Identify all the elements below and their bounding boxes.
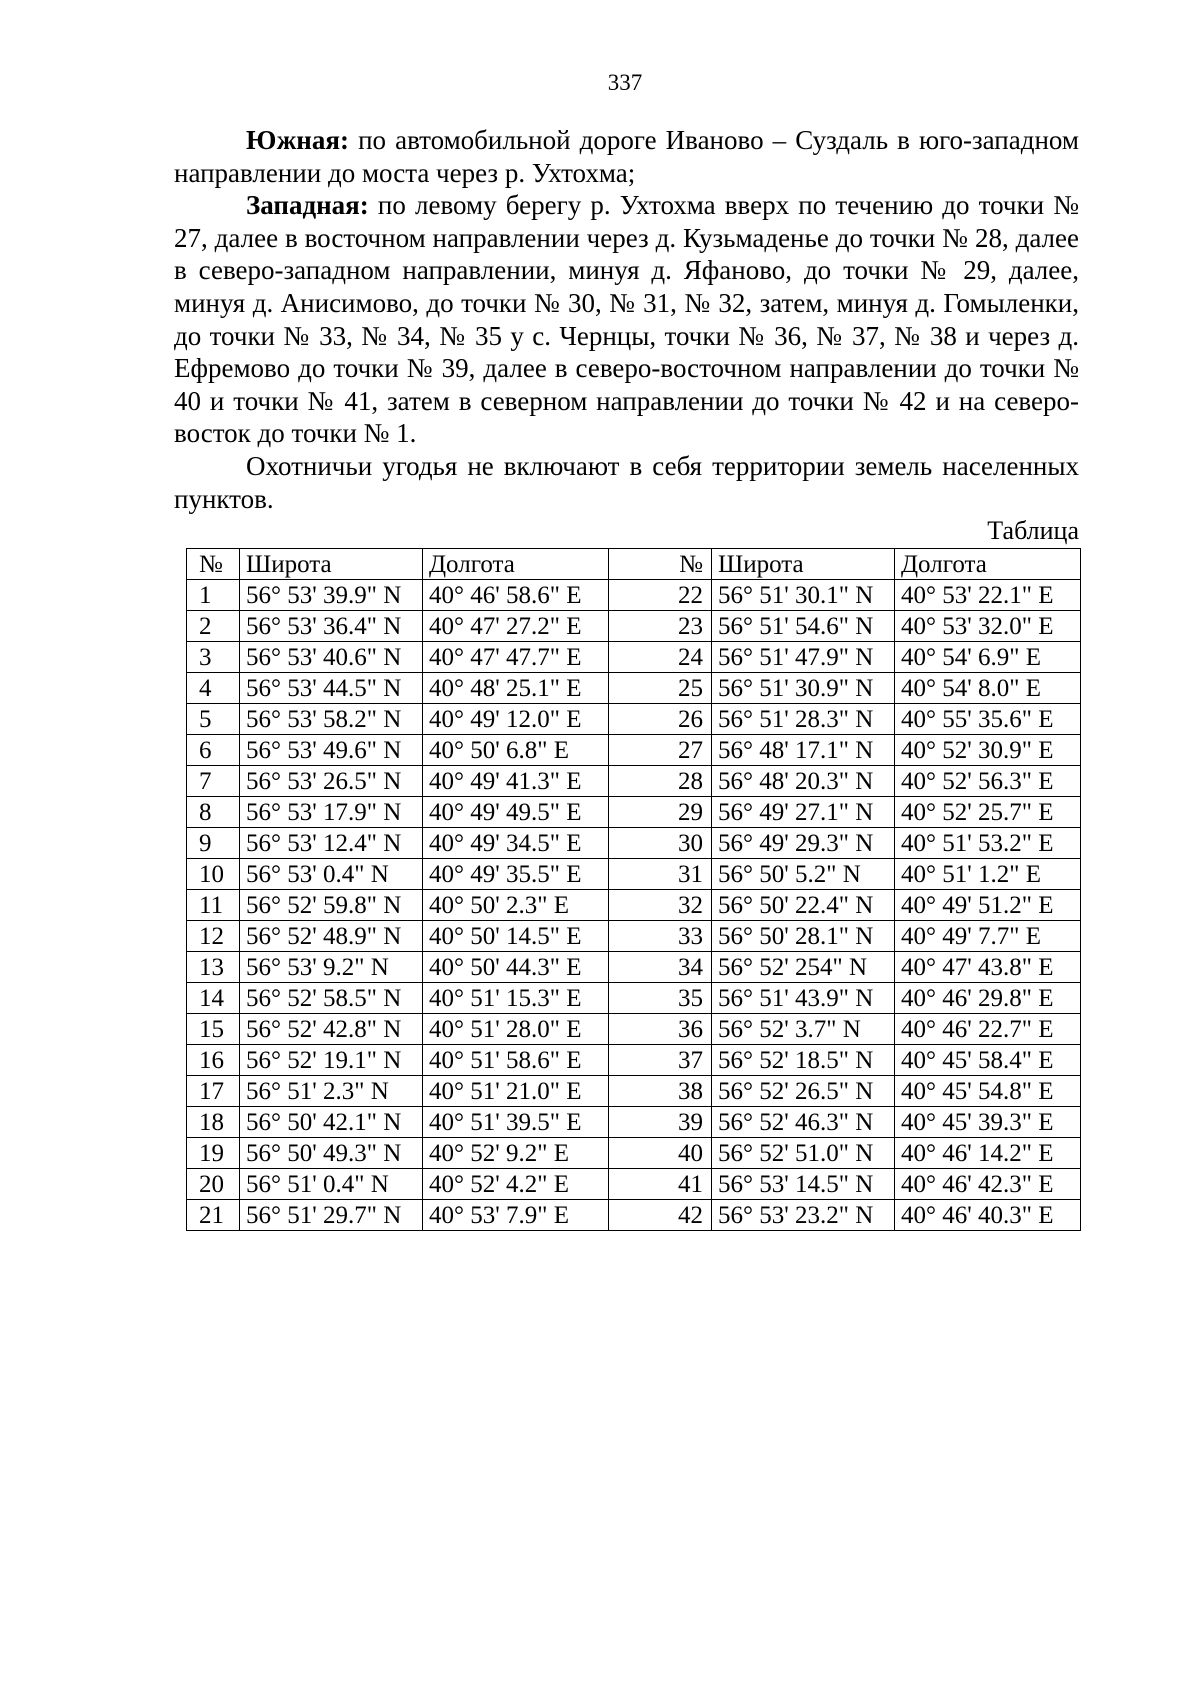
- cell-longitude: 40° 51' 39.5" E: [423, 1107, 609, 1138]
- cell-number: 29: [609, 797, 712, 828]
- cell-number: 21: [187, 1200, 240, 1231]
- cell-longitude: 40° 49' 35.5" E: [423, 859, 609, 890]
- cell-latitude: 56° 52' 42.8" N: [240, 1014, 423, 1045]
- table-row: [187, 673, 1081, 704]
- cell-longitude: 40° 49' 49.5" E: [423, 797, 609, 828]
- cell-number: 23: [609, 611, 712, 642]
- cell-longitude: 40° 53' 22.1" E: [895, 580, 1081, 611]
- table-row: [187, 766, 1081, 797]
- cell-number: 5: [187, 704, 240, 735]
- table-row: [187, 890, 1081, 921]
- cell-number: 20: [187, 1169, 240, 1200]
- cell-latitude: 56° 52' 51.0" N: [712, 1138, 895, 1169]
- cell-longitude: 40° 53' 32.0" E: [895, 611, 1081, 642]
- table-row: [187, 1076, 1081, 1107]
- cell-latitude: 56° 50' 28.1" N: [712, 921, 895, 952]
- cell-longitude: 40° 54' 6.9" E: [895, 642, 1081, 673]
- cell-latitude: 56° 53' 23.2" N: [712, 1200, 895, 1231]
- cell-latitude: 56° 53' 9.2" N: [240, 952, 423, 983]
- table-row: [187, 704, 1081, 735]
- cell-latitude: 56° 51' 30.1" N: [712, 580, 895, 611]
- paragraph-south: [174, 124, 1079, 189]
- cell-longitude: 40° 47' 27.2" E: [423, 611, 609, 642]
- cell-number: 6: [187, 735, 240, 766]
- cell-number: 32: [609, 890, 712, 921]
- cell-number: 35: [609, 983, 712, 1014]
- cell-latitude: 56° 51' 2.3" N: [240, 1076, 423, 1107]
- cell-longitude: 40° 55' 35.6" E: [895, 704, 1081, 735]
- table-row: [187, 859, 1081, 890]
- cell-number: 24: [609, 642, 712, 673]
- cell-number: 9: [187, 828, 240, 859]
- cell-latitude: 56° 51' 54.6" N: [712, 611, 895, 642]
- cell-longitude: 40° 46' 58.6" E: [423, 580, 609, 611]
- cell-latitude: 56° 49' 29.3" N: [712, 828, 895, 859]
- table-row: [187, 735, 1081, 766]
- table-row: [187, 642, 1081, 673]
- table-row: [187, 1138, 1081, 1169]
- table-row: [187, 1200, 1081, 1231]
- cell-latitude: 56° 48' 20.3" N: [712, 766, 895, 797]
- cell-number: 37: [609, 1045, 712, 1076]
- cell-latitude: 56° 51' 28.3" N: [712, 704, 895, 735]
- cell-latitude: 56° 52' 254" N: [712, 952, 895, 983]
- cell-number: 2: [187, 611, 240, 642]
- cell-latitude: 56° 52' 58.5" N: [240, 983, 423, 1014]
- body-text: [174, 124, 1079, 515]
- table-row: [187, 1045, 1081, 1076]
- table-row: [187, 921, 1081, 952]
- cell-longitude: 40° 54' 8.0" E: [895, 673, 1081, 704]
- cell-longitude: 40° 46' 42.3" E: [895, 1169, 1081, 1200]
- cell-latitude: 56° 50' 49.3" N: [240, 1138, 423, 1169]
- cell-longitude: 40° 51' 53.2" E: [895, 828, 1081, 859]
- paragraph-lead: Западная:: [246, 190, 369, 221]
- cell-longitude: 40° 51' 21.0" E: [423, 1076, 609, 1107]
- coordinates-table: [186, 548, 1081, 1231]
- table-row: [187, 1107, 1081, 1138]
- cell-number: 42: [609, 1200, 712, 1231]
- cell-number: 31: [609, 859, 712, 890]
- cell-latitude: 56° 53' 36.4" N: [240, 611, 423, 642]
- cell-latitude: 56° 51' 0.4" N: [240, 1169, 423, 1200]
- cell-number: 11: [187, 890, 240, 921]
- cell-latitude: 56° 53' 40.6" N: [240, 642, 423, 673]
- cell-longitude: 40° 49' 41.3" E: [423, 766, 609, 797]
- cell-number: 39: [609, 1107, 712, 1138]
- cell-longitude: 40° 47' 43.8" E: [895, 952, 1081, 983]
- cell-longitude: 40° 49' 51.2" E: [895, 890, 1081, 921]
- cell-longitude: 40° 50' 44.3" E: [423, 952, 609, 983]
- table-caption: Таблица: [987, 516, 1079, 545]
- cell-number: 40: [609, 1138, 712, 1169]
- paragraph-west: [174, 189, 1079, 450]
- table-row: [187, 983, 1081, 1014]
- cell-number: 12: [187, 921, 240, 952]
- cell-latitude: 56° 51' 43.9" N: [712, 983, 895, 1014]
- cell-longitude: 40° 52' 30.9" E: [895, 735, 1081, 766]
- cell-latitude: 56° 52' 3.7" N: [712, 1014, 895, 1045]
- cell-number: 27: [609, 735, 712, 766]
- cell-number: 19: [187, 1138, 240, 1169]
- table-row: [187, 580, 1081, 611]
- cell-number: 28: [609, 766, 712, 797]
- cell-number: 33: [609, 921, 712, 952]
- cell-latitude: 56° 53' 58.2" N: [240, 704, 423, 735]
- cell-longitude: 40° 50' 6.8" E: [423, 735, 609, 766]
- table-row: [187, 952, 1081, 983]
- cell-longitude: 40° 51' 58.6" E: [423, 1045, 609, 1076]
- cell-latitude: 56° 52' 46.3" N: [712, 1107, 895, 1138]
- page-number: 337: [607, 70, 643, 95]
- cell-number: 41: [609, 1169, 712, 1200]
- cell-longitude: 40° 53' 7.9" E: [423, 1200, 609, 1231]
- cell-number: 14: [187, 983, 240, 1014]
- cell-longitude: 40° 51' 28.0" E: [423, 1014, 609, 1045]
- paragraph-text: по левому берегу р. Ухтохма вверх по течению до точки № 27, далее в восточном направлении через д. Кузьмаденье до точки № 28, далее в северо-западном направлении, минуя д. Яфаново, до точки № 29, далее, минуя д. Анисимово, до точки № 30, № 31, № 32, затем, минуя д. Гомыленки, до точки № 33, № 34, № 35 у с. Чернцы, точки № 36, № 37, № 38 и через д. Ефремово до точки № 39, далее в северо-восточном направлении до точки № 40 и точки № 41, затем в северном направлении до точки № 42 и на северо-восток до точки № 1.: [174, 190, 1079, 449]
- cell-longitude: 40° 46' 22.7" E: [895, 1014, 1081, 1045]
- cell-latitude: 56° 53' 49.6" N: [240, 735, 423, 766]
- cell-longitude: 40° 49' 34.5" E: [423, 828, 609, 859]
- cell-longitude: 40° 46' 40.3" E: [895, 1200, 1081, 1231]
- cell-latitude: 56° 53' 0.4" N: [240, 859, 423, 890]
- cell-longitude: 40° 52' 56.3" E: [895, 766, 1081, 797]
- cell-number: 30: [609, 828, 712, 859]
- cell-longitude: 40° 51' 15.3" E: [423, 983, 609, 1014]
- header-latitude: Широта: [712, 549, 895, 580]
- cell-longitude: 40° 45' 58.4" E: [895, 1045, 1081, 1076]
- paragraph-exclusion: [174, 450, 1079, 515]
- cell-longitude: 40° 45' 39.3" E: [895, 1107, 1081, 1138]
- cell-latitude: 56° 53' 12.4" N: [240, 828, 423, 859]
- cell-latitude: 56° 53' 44.5" N: [240, 673, 423, 704]
- cell-longitude: 40° 50' 14.5" E: [423, 921, 609, 952]
- cell-latitude: 56° 51' 47.9" N: [712, 642, 895, 673]
- cell-latitude: 56° 52' 19.1" N: [240, 1045, 423, 1076]
- cell-number: 34: [609, 952, 712, 983]
- cell-longitude: 40° 49' 12.0" E: [423, 704, 609, 735]
- cell-number: 26: [609, 704, 712, 735]
- cell-number: 7: [187, 766, 240, 797]
- cell-longitude: 40° 49' 7.7" E: [895, 921, 1081, 952]
- cell-number: 10: [187, 859, 240, 890]
- table-header-row: [187, 549, 1081, 580]
- header-longitude: Долгота: [895, 549, 1081, 580]
- cell-latitude: 56° 50' 5.2" N: [712, 859, 895, 890]
- cell-number: 8: [187, 797, 240, 828]
- table-body: [187, 580, 1081, 1231]
- cell-longitude: 40° 47' 47.7" E: [423, 642, 609, 673]
- cell-number: 15: [187, 1014, 240, 1045]
- paragraph-lead: Южная:: [246, 125, 349, 155]
- cell-number: 25: [609, 673, 712, 704]
- paragraph-text: Охотничьи угодья не включают в себя территории земель населенных пунктов.: [174, 450, 1079, 514]
- header-latitude: Широта: [240, 549, 423, 580]
- cell-longitude: 40° 46' 29.8" E: [895, 983, 1081, 1014]
- cell-number: 18: [187, 1107, 240, 1138]
- cell-latitude: 56° 50' 42.1" N: [240, 1107, 423, 1138]
- cell-number: 4: [187, 673, 240, 704]
- cell-number: 22: [609, 580, 712, 611]
- header-number: №: [187, 549, 240, 580]
- table-row: [187, 1014, 1081, 1045]
- cell-number: 17: [187, 1076, 240, 1107]
- cell-number: 13: [187, 952, 240, 983]
- cell-longitude: 40° 52' 4.2" E: [423, 1169, 609, 1200]
- cell-longitude: 40° 52' 9.2" E: [423, 1138, 609, 1169]
- cell-latitude: 56° 52' 26.5" N: [712, 1076, 895, 1107]
- cell-number: 16: [187, 1045, 240, 1076]
- cell-number: 1: [187, 580, 240, 611]
- cell-number: 36: [609, 1014, 712, 1045]
- cell-latitude: 56° 51' 30.9" N: [712, 673, 895, 704]
- cell-longitude: 40° 52' 25.7" E: [895, 797, 1081, 828]
- cell-number: 3: [187, 642, 240, 673]
- cell-latitude: 56° 52' 59.8" N: [240, 890, 423, 921]
- cell-longitude: 40° 45' 54.8" E: [895, 1076, 1081, 1107]
- cell-latitude: 56° 48' 17.1" N: [712, 735, 895, 766]
- cell-longitude: 40° 48' 25.1" E: [423, 673, 609, 704]
- table-row: [187, 797, 1081, 828]
- cell-latitude: 56° 53' 26.5" N: [240, 766, 423, 797]
- header-longitude: Долгота: [423, 549, 609, 580]
- paragraph-text: по автомобильной дороге Иваново – Суздаль в юго-западном направлении до моста через р. Ухтохма;: [174, 125, 1079, 188]
- table-row: [187, 611, 1081, 642]
- cell-latitude: 56° 50' 22.4" N: [712, 890, 895, 921]
- cell-latitude: 56° 49' 27.1" N: [712, 797, 895, 828]
- table-row: [187, 828, 1081, 859]
- cell-longitude: 40° 51' 1.2" E: [895, 859, 1081, 890]
- cell-latitude: 56° 51' 29.7" N: [240, 1200, 423, 1231]
- cell-longitude: 40° 46' 14.2" E: [895, 1138, 1081, 1169]
- cell-longitude: 40° 50' 2.3" E: [423, 890, 609, 921]
- cell-latitude: 56° 53' 17.9" N: [240, 797, 423, 828]
- cell-latitude: 56° 53' 39.9" N: [240, 580, 423, 611]
- cell-number: 38: [609, 1076, 712, 1107]
- table-row: [187, 1169, 1081, 1200]
- cell-latitude: 56° 52' 48.9" N: [240, 921, 423, 952]
- cell-latitude: 56° 53' 14.5" N: [712, 1169, 895, 1200]
- cell-latitude: 56° 52' 18.5" N: [712, 1045, 895, 1076]
- header-number: №: [609, 549, 712, 580]
